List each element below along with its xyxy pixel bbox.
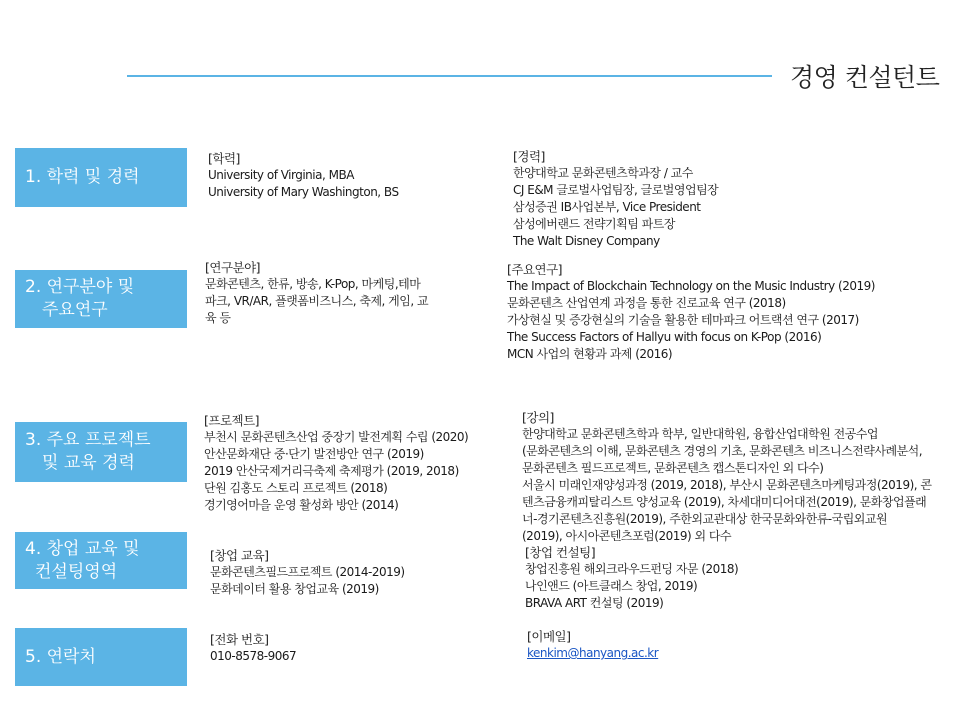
text-line: 문화데이터 활용 창업교육 (2019) [210, 582, 379, 596]
phone-header: [전화 번호] [210, 632, 269, 647]
career-block [513, 148, 718, 250]
text-line: 삼성에버랜드 전략기획팀 파트장 [513, 217, 675, 231]
text-line: The Walt Disney Company [513, 234, 660, 248]
phone-block [210, 631, 296, 665]
projects-block [204, 412, 468, 514]
text-line: 문화콘텐츠, 한류, 방송, K-Pop, 마케팅,테마 [205, 277, 421, 291]
text-line: (2019), 아시아콘텐츠포럼(2019) 외 다수 [522, 529, 732, 543]
text-line: 서울시 미래인재양성과정 (2019, 2018), 부산시 문화콘텐츠마케팅과정(2019), 콘 [522, 478, 932, 492]
text-line: 한양대학교 문화콘텐츠학과장 / 교수 [513, 166, 693, 180]
text-line: 경기영어마을 운영 활성화 방안 (2014) [204, 498, 399, 512]
text-line: 나인앤드 (아트클래스 창업, 2019) [525, 579, 698, 593]
text-line: 문화콘텐츠 필드프로젝트, 문화콘텐츠 캡스톤디자인 외 다수) [522, 461, 824, 475]
startup-consulting-block [525, 544, 738, 612]
text-line: University of Virginia, MBA [208, 168, 354, 182]
main-research-block [507, 261, 875, 363]
text-line: 삼성증권 IB사업본부, Vice President [513, 200, 701, 214]
career-lines [513, 165, 718, 250]
phone-value: 010-8578-9067 [210, 649, 297, 663]
text-line: 창업진흥원 해외크라우드펀딩 자문 (2018) [525, 562, 739, 576]
text-line: The Impact of Blockchain Technology on the Music Industry (2019) [507, 279, 875, 293]
research-fields-block [205, 259, 428, 327]
text-line: University of Mary Washington, BS [208, 185, 399, 199]
startup-consulting-header: [창업 컨설팅] [525, 545, 596, 560]
section-label-text: 5. 연락처 [25, 646, 96, 667]
section-label-education [15, 148, 187, 207]
startup-edu-lines [210, 564, 405, 598]
education-header: [학력] [208, 151, 240, 166]
text-line: CJ E&M 글로벌사업팀장, 글로벌영업팀장 [513, 183, 719, 197]
main-research-header: [주요연구] [507, 262, 563, 277]
section-label-text: 1. 학력 및 경력 [25, 167, 140, 187]
research-fields-lines [205, 276, 428, 327]
text-line: 안산문화재단 중·단기 발전방안 연구 (2019) [204, 447, 424, 461]
text-line: 텐츠금융캐피탈리스트 양성교육 (2019), 차세대미디어대전(2019), 문화창업플래 [522, 495, 927, 509]
section-label-research [15, 270, 187, 328]
section-label-text: 컨설팅영역 [35, 561, 118, 582]
lectures-lines [522, 426, 931, 545]
text-line: 육 등 [205, 311, 231, 325]
text-line: 2019 안산국제거리극축제 축제평가 (2019, 2018) [204, 464, 459, 478]
startup-consulting-lines [525, 561, 738, 612]
text-line: 단원 김홍도 스토리 프로젝트 (2018) [204, 481, 388, 495]
section-label-projects [15, 422, 187, 482]
lectures-header: [강의] [522, 410, 554, 425]
text-line: MCN 사업의 현황과 과제 (2016) [507, 347, 673, 361]
email-block [527, 628, 658, 662]
email-header: [이메일] [527, 629, 571, 644]
education-block [208, 150, 399, 201]
section-label-text: 4. 창업 교육 및 [25, 538, 140, 559]
text-line: BRAVA ART 컨설팅 (2019) [525, 596, 664, 610]
text-line: The Success Factors of Hallyu with focus on K-Pop (2016) [507, 330, 822, 344]
section-label-text: 2. 연구분야 및 [25, 277, 135, 297]
text-line: (문화콘텐츠의 이해, 문화콘텐츠 경영의 기초, 문화콘텐츠 비즈니스전략사례분석, [522, 444, 923, 458]
text-line: 파크, VR/AR, 플랫폼비즈니스, 축제, 게임, 교 [205, 294, 429, 308]
section-label-contact [15, 628, 187, 686]
page-title: 경영 컨설턴트 [790, 63, 940, 92]
section-label-startup [15, 532, 187, 589]
text-line: 문화콘텐츠필드프로젝트 (2014-2019) [210, 565, 405, 579]
startup-edu-header: [창업 교육] [210, 548, 269, 563]
email-link[interactable]: kenkim@hanyang.ac.kr [527, 646, 659, 660]
text-line: 너-경기콘텐츠진흥원(2019), 주한외교관대상 한국문화와한류-국립외교원 [522, 512, 888, 526]
section-label-text: 및 교육 경력 [42, 453, 135, 473]
text-line: 문화콘텐츠 산업연계 과정을 통한 진로교육 연구 (2018) [507, 296, 786, 310]
startup-edu-block [210, 547, 405, 598]
text-line: 한양대학교 문화콘텐츠학과 학부, 일반대학원, 융합산업대학원 전공수업 [522, 427, 878, 441]
main-research-lines [507, 278, 875, 363]
projects-header: [프로젝트] [204, 413, 260, 428]
career-header: [경력] [513, 149, 545, 164]
text-line: 부천시 문화콘텐츠산업 중장기 발전계획 수립 (2020) [204, 430, 469, 444]
education-lines [208, 167, 399, 201]
text-line: 가상현실 및 증강현실의 기술을 활용한 테마파크 어트랙션 연구 (2017) [507, 313, 859, 327]
title-rule [127, 75, 772, 77]
section-label-text: 주요연구 [42, 300, 108, 320]
research-fields-header: [연구분야] [205, 260, 261, 275]
section-label-text: 3. 주요 프로젝트 [25, 430, 151, 450]
lectures-block [522, 409, 931, 545]
projects-lines [204, 429, 468, 514]
